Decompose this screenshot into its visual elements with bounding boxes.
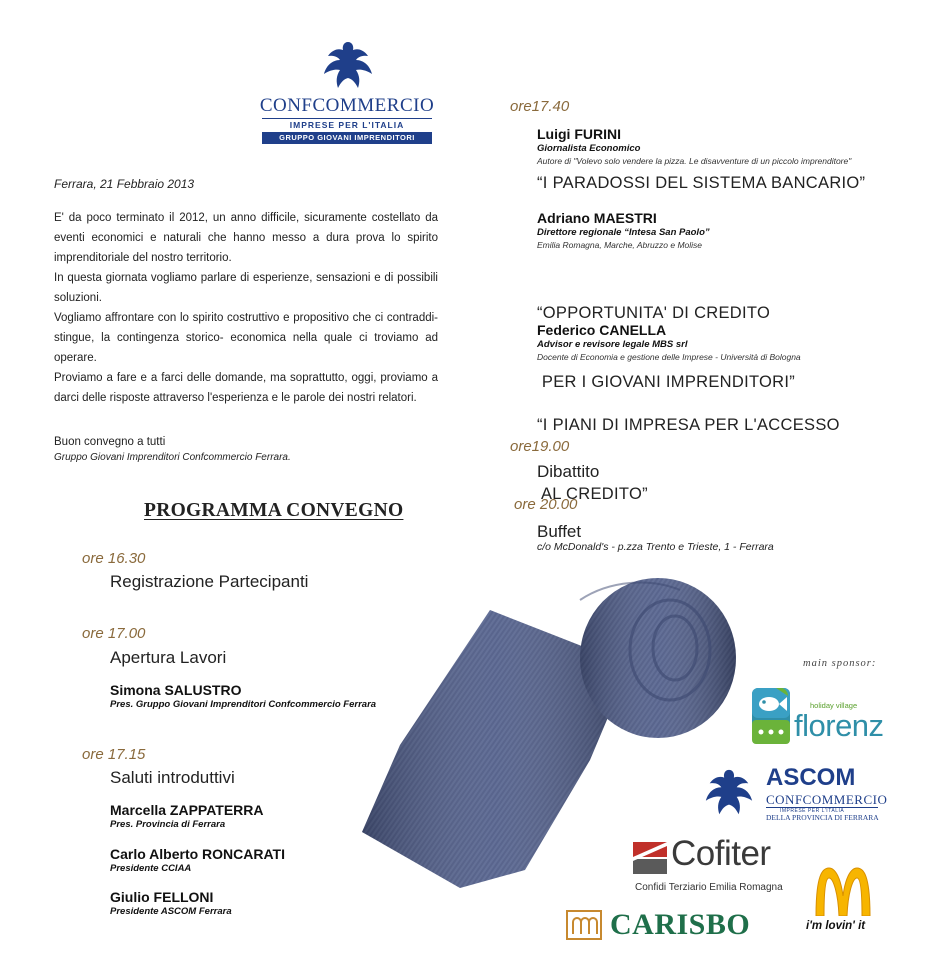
ascom-name: ASCOM — [766, 764, 856, 791]
speaker-role: Advisor e revisore legale MBS srl — [537, 339, 688, 350]
carisbo-name: CARISBO — [610, 908, 751, 941]
text-line: Proviamo a fare e a farci delle domande, ma soprattutto, oggi, proviamo a — [54, 372, 438, 384]
florenz-fish-icon — [752, 688, 790, 744]
text-line: eventi economici e naturali che hanno messo a dura prova lo spirito — [54, 232, 438, 244]
speaker-note: Emilia Romagna, Marche, Abruzzo e Molise — [537, 240, 703, 250]
session-time: ore 16.30 — [82, 550, 146, 567]
text-line: imprenditoriale del nostro territorio. — [54, 252, 232, 264]
talk-title-line: AL CREDITO” — [537, 485, 648, 503]
speaker-note: Autore di "Volevo solo vendere la pizza. Le disavventure di un piccolo imprenditore" — [537, 156, 852, 166]
talk-title — [537, 368, 840, 529]
text-line: In questa giornata vogliamo parlare di esperienze, sensazioni e di possibili — [54, 272, 438, 284]
ascom-sub: CONFCOMMERCIO — [766, 792, 888, 807]
ascom-line2: DELLA PROVINCIA DI FERRARA — [766, 813, 879, 822]
brand-name: CONFCOMMERCIO — [259, 95, 435, 116]
speaker-name: Adriano MAESTRI — [537, 210, 657, 226]
text-line: stingue, la contingenza storico- economica nella quale ci troviamo ad — [54, 332, 438, 344]
eagle-icon — [700, 766, 758, 820]
session-activity: Dibattito — [537, 462, 600, 481]
talk-title-line: “I PIANI DI IMPRESA PER L'ACCESSO — [537, 416, 840, 434]
cofiter-logo — [633, 834, 803, 896]
cofiter-name: Cofiter — [671, 834, 771, 873]
text-line: E' da poco terminato il 2012, un anno difficile, sicuramente costellato da — [54, 212, 438, 224]
carisbo-mark-icon — [566, 910, 602, 940]
cofiter-sub: Confidi Terziario Emilia Romagna — [635, 882, 783, 893]
speaker-name: Luigi FURINI — [537, 126, 621, 142]
session-time: ore 17.00 — [82, 625, 146, 642]
text-line: Vogliamo affrontare con lo spirito costruttivo e propositivo che ci contraddi- — [54, 312, 438, 324]
fish-icon — [752, 688, 790, 744]
letter-signature: Gruppo Giovani Imprenditori Confcommercio Ferrara. — [54, 452, 291, 463]
session-activity: Buffet — [537, 522, 582, 541]
letter-date: Ferrara, 21 Febbraio 2013 — [54, 177, 195, 191]
program-title: PROGRAMMA CONVEGNO — [144, 500, 404, 521]
confcommercio-logo — [258, 38, 436, 154]
sponsor-label: main sponsor: — [803, 658, 877, 669]
session-activity: Registrazione Partecipanti — [110, 572, 309, 591]
speaker-name: Marcella ZAPPATERRA — [110, 802, 264, 818]
session-time: ore17.40 — [510, 98, 570, 115]
cofiter-mark-icon — [633, 842, 667, 874]
speaker-role: Pres. Provincia di Ferrara — [110, 819, 226, 830]
letter-paragraph-4 — [54, 368, 438, 408]
speaker-name: Federico CANELLA — [537, 322, 667, 338]
brand-band: GRUPPO GIOVANI IMPRENDITORI FERRARA — [262, 132, 432, 144]
carisbo-logo — [566, 906, 756, 946]
speaker-name: Simona SALUSTRO — [110, 682, 242, 698]
text-line: soluzioni. — [54, 292, 102, 304]
talk-title-line: PER I GIOVANI IMPRENDITORI” — [537, 373, 796, 391]
session-activity: Saluti introduttivi — [110, 768, 235, 787]
talk-title — [537, 172, 865, 195]
brand-divider — [262, 118, 432, 119]
florenz-logo — [752, 686, 892, 748]
speaker-note: Docente di Economia e gestione delle Imprese - Università di Bologna — [537, 352, 801, 362]
ascom-line1: IMPRESE PER L'ITALIA — [780, 808, 845, 814]
session-activity: Apertura Lavori — [110, 648, 227, 667]
speaker-role: Direttore regionale “Intesa San Paolo” — [537, 227, 710, 238]
eagle-icon — [320, 38, 376, 94]
text-line: darci delle risposte attraverso l'esperienza e le parole dei nostri relatori. — [54, 392, 417, 404]
golden-arches-icon — [814, 866, 872, 916]
ascom-logo — [700, 764, 890, 824]
talk-title-line: “I PARADOSSI DEL SISTEMA BANCARIO” — [537, 174, 866, 192]
letter-paragraph-1 — [54, 208, 438, 268]
speaker-role: Presidente ASCOM Ferrara — [110, 906, 232, 917]
letter-closing: Buon convegno a tutti — [54, 436, 166, 448]
florenz-small: holiday village — [810, 701, 858, 710]
session-time: ore19.00 — [510, 438, 570, 455]
session-time: ore 20.00 — [514, 496, 578, 513]
letter-paragraph-2 — [54, 268, 438, 308]
session-location: c/o McDonald's - p.zza Trento e Trieste, 1 - Ferrara — [537, 541, 774, 553]
mcdonalds-slogan: i'm lovin' it — [806, 920, 866, 932]
talk-title-line: “OPPORTUNITA' DI CREDITO — [537, 304, 771, 322]
mcdonalds-logo — [806, 866, 886, 942]
session-time: ore 17.15 — [82, 746, 146, 763]
florenz-name: florenz — [794, 708, 884, 743]
speaker-role: Presidente CCIAA — [110, 863, 192, 874]
speaker-role: Pres. Gruppo Giovani Imprenditori Confcommercio Ferrara — [110, 699, 377, 710]
text-line: operare. — [54, 352, 97, 364]
speaker-name: Carlo Alberto RONCARATI — [110, 846, 285, 862]
letter-body — [54, 208, 438, 408]
letter-paragraph-3 — [54, 308, 438, 368]
brand-sub: IMPRESE PER L'ITALIA — [289, 120, 405, 130]
speaker-name: Giulio FELLONI — [110, 889, 214, 905]
speaker-role: Giornalista Economico — [537, 143, 641, 154]
